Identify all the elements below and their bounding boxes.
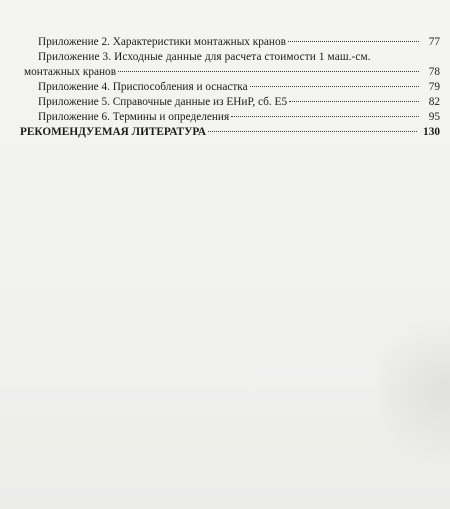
toc-entry-title: Приложение 6. Термины и определения [38,111,230,123]
toc-entry-title: Приложение 4. Приспособления и оснастка [38,81,248,93]
dot-leader [250,86,419,87]
dot-leader [208,131,417,132]
toc-entry-appendix-2 [24,35,440,50]
toc-entry-title-line1: Приложение 3. Исходные данные для расчета стоимости 1 маш.-см. [38,51,371,63]
toc-entry-page: 78 [428,66,440,78]
toc-entry-title: Приложение 2. Характеристики монтажных кранов [38,36,286,48]
toc-entry-appendix-3 [24,50,440,80]
toc-entry-title-line2: монтажных кранов [24,66,117,78]
toc-entry-appendix-5 [24,95,440,110]
toc-entry-page: 130 [423,126,440,138]
toc-entry-title: Приложение 5. Справочные данные из ЕНиР, сб. Е5 [38,96,288,108]
toc-entry-page: 79 [428,81,440,93]
page-stain [380,300,450,480]
table-of-contents [20,35,440,140]
toc-entry-appendix-4 [24,80,440,95]
toc-entry-title: РЕКОМЕНДУЕМАЯ ЛИТЕРАТУРА [20,126,206,138]
dot-leader [231,116,419,117]
toc-entry-page: 95 [428,111,440,123]
toc-entry-page: 77 [428,36,440,48]
dot-leader [118,71,419,72]
dot-leader [288,41,419,42]
toc-entry-page: 82 [428,96,440,108]
toc-entry-appendix-6 [24,110,440,125]
toc-entry-bibliography [20,125,440,140]
dot-leader [289,101,419,102]
